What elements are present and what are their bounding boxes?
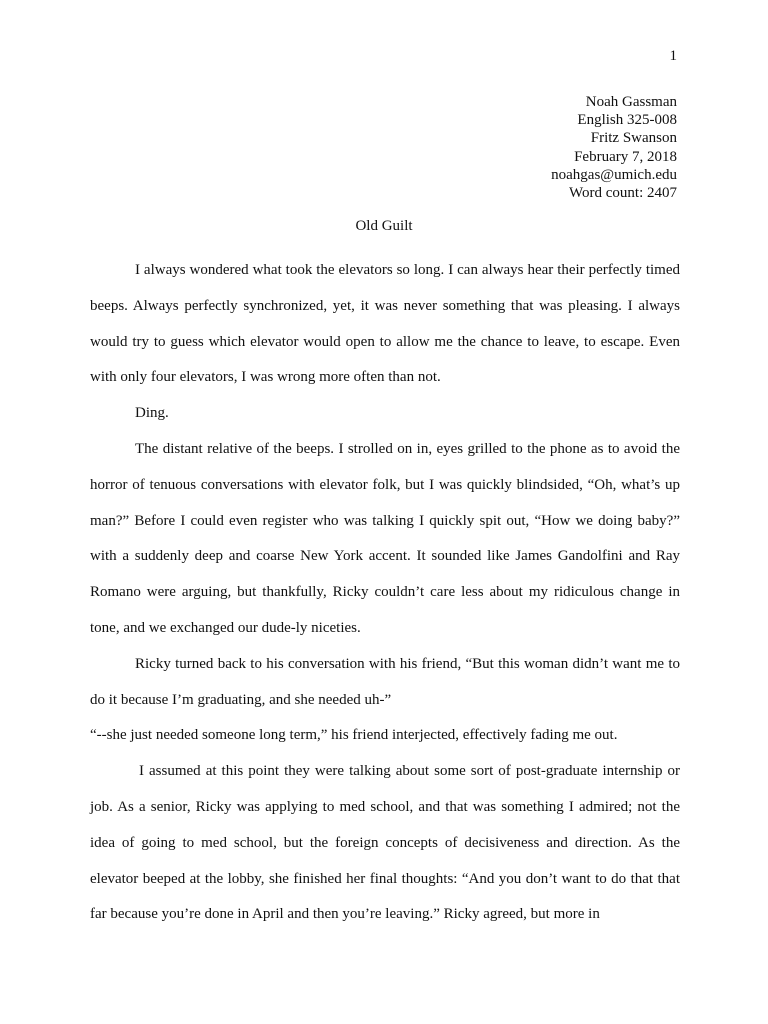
author-name: Noah Gassman bbox=[585, 94, 677, 110]
author-email: noahgas@umich.edu bbox=[551, 166, 677, 183]
essay-body bbox=[90, 253, 680, 933]
page-number: 1 bbox=[669, 48, 677, 64]
course-name: English 325-008 bbox=[577, 112, 677, 129]
paragraph: I always wondered what took the elevators so long. I can always hear their perfectly timed beeps. Always perfectly synchronized, yet, it was never something that was pleasing. I always would try to guess which elevator would open to allow me the chance to leave, to escape. Even with only four elevators, I was wrong more often than not. bbox=[90, 262, 680, 386]
paragraph: The distant relative of the beeps. I strolled on in, eyes grilled to the phone as to avoid the horror of tenuous conversations with elevator folk, but I was quickly blindsided, “Oh, what’s up man?” Before I could even register who was talking I quickly spit out, “How we doing baby?” with a suddenly deep and coarse New York accent. It sounded like James Gandolfini and Ray Romano were arguing, but thankfully, Ricky couldn’t care less about my ridiculous change in tone, and we exchanged our dude-ly niceties. bbox=[90, 440, 680, 636]
submission-date: February 7, 2018 bbox=[574, 148, 677, 165]
word-count: Word count: 2407 bbox=[569, 185, 677, 202]
instructor-name: Fritz Swanson bbox=[590, 130, 677, 147]
paragraph: Ricky turned back to his conversation with his friend, “But this woman didn’t want me to do it because I’m graduating, and she needed uh-” bbox=[90, 655, 680, 708]
essay-title: Old Guilt bbox=[355, 218, 413, 234]
mla-heading bbox=[551, 93, 677, 202]
paragraph: Ding. bbox=[135, 405, 169, 422]
paragraph: “--she just needed someone long term,” his friend interjected, effectively fading me out. bbox=[90, 727, 618, 744]
paragraph: I assumed at this point they were talking about some sort of post-graduate internship or job. As a senior, Ricky was applying to med school, and that was something I admired; not the idea of going to med school, but the foreign concepts of decisiveness and direction. As the elevator beeped at the lobby, she finished her final thoughts: “And you don’t want to do that that far because you’re done in April and then you’re leaving.” Ricky agreed, but more in bbox=[90, 763, 680, 923]
